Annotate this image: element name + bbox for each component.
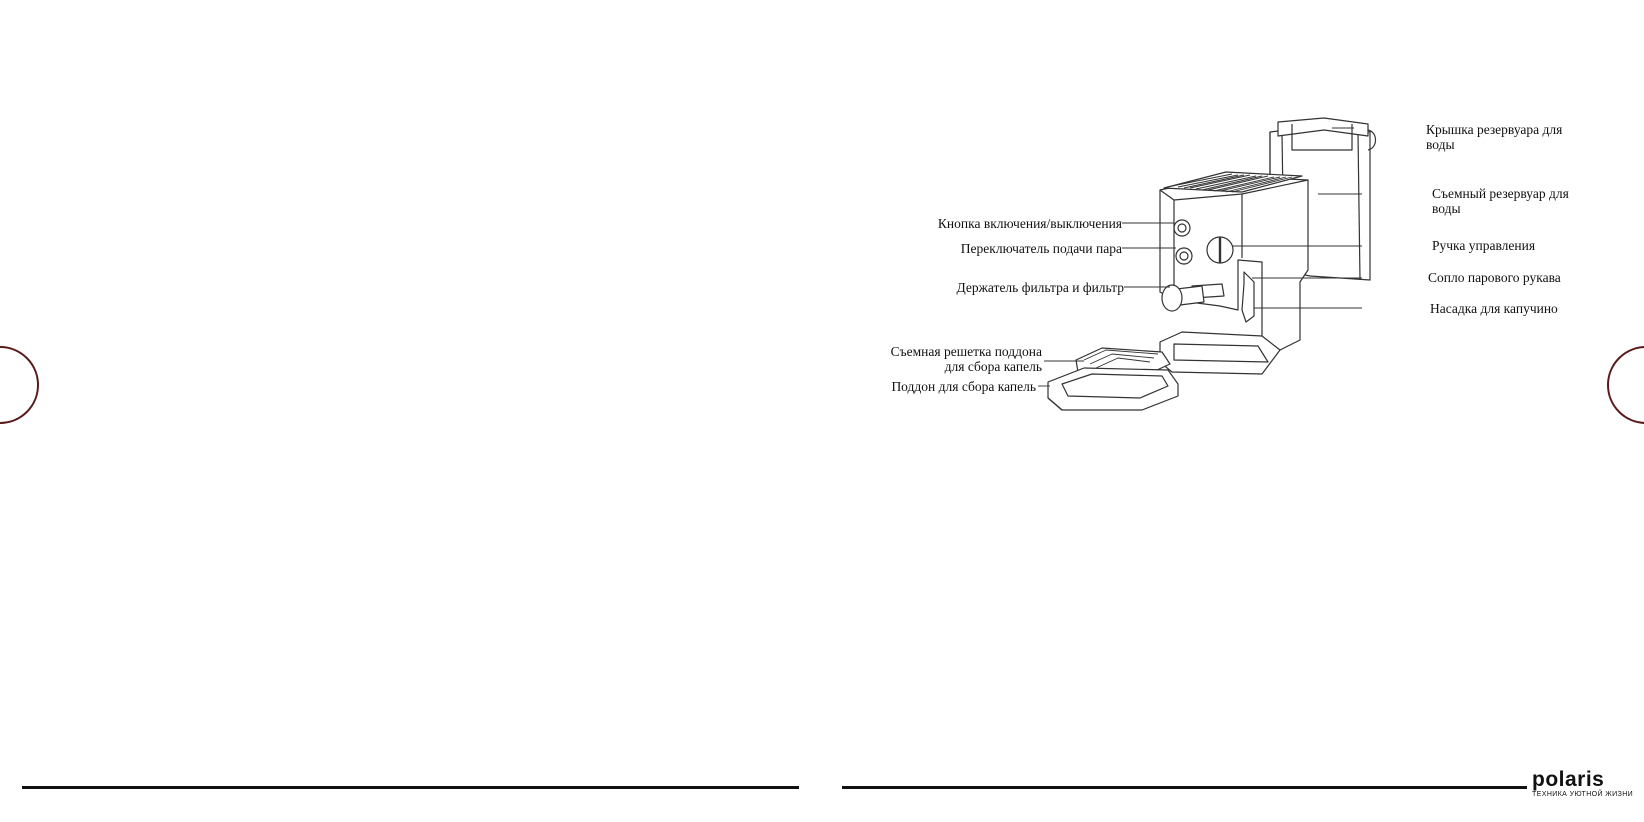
brand-tagline: ТЕХНИКА УЮТНОЙ ЖИЗНИ [1532, 791, 1634, 798]
drip-tray-drawing [1048, 348, 1178, 410]
label-tank-lid-line1: Крышка резервуара для [1426, 122, 1563, 137]
label-drip-tray: Поддон для сбора капель [891, 379, 1036, 394]
machine-body-drawing [1160, 172, 1308, 374]
right-page [822, 0, 1644, 822]
label-cappuccino-nozzle: Насадка для капучино [1430, 301, 1558, 316]
label-tank-lid [1426, 122, 1562, 152]
label-drip-grate-line2: для сбора капель [944, 359, 1042, 374]
left-margin-circle [0, 346, 39, 424]
label-tank-lid-line2: воды [1426, 137, 1455, 152]
label-control-knob: Ручка управления [1432, 238, 1536, 253]
label-removable-tank-line1: Съемный резервуар для [1432, 186, 1569, 201]
label-removable-tank-line2: воды [1432, 201, 1461, 216]
label-steam-nozzle: Сопло парового рукава [1428, 270, 1561, 285]
label-steam-switch: Переключатель подачи пара [960, 241, 1122, 256]
label-power-button: Кнопка включения/выключения [937, 216, 1122, 231]
brand-logo: polaris [1532, 768, 1605, 791]
label-removable-tank [1432, 186, 1569, 216]
left-footer-rule [22, 786, 799, 789]
label-drip-grate-line1: Съемная решетка поддона [890, 344, 1042, 359]
label-filter-holder: Держатель фильтра и фильтр [956, 280, 1124, 295]
label-drip-grate [842, 344, 1042, 374]
